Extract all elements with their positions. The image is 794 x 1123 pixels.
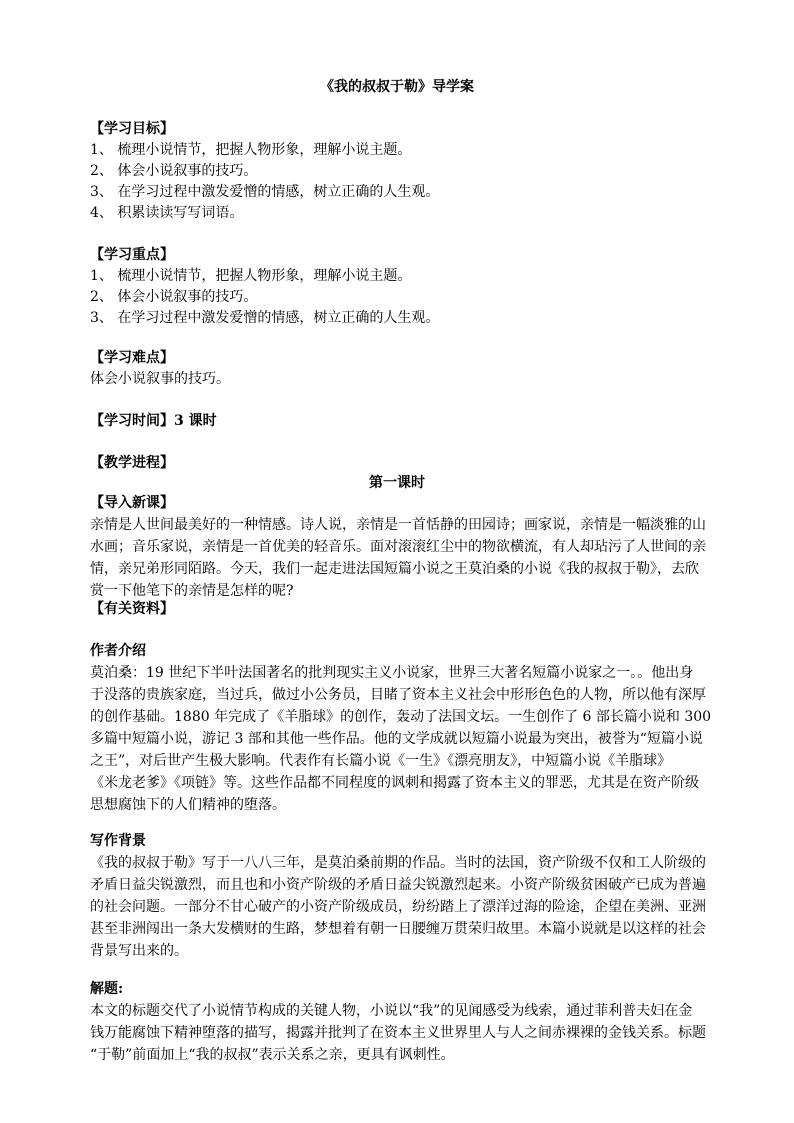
background-line: 甚至非洲闯出一条大发横财的生路，梦想着有朝一日腰缠万贯荣归故里。本篇小说就是以这样的社会 [90,921,706,937]
keypoints-heading: 【学习重点】 [90,247,174,263]
lesson-title: 第一课时 [369,475,425,491]
author-line: 于没落的贵族家庭，当过兵，做过小公务员，目睹了资本主义社会中形形色色的人物，所以他有深厚 [90,687,706,703]
author-line: 多篇中短篇小说，游记 3 部和其他一些作品。他的文学成就以短篇小说最为突出，被誉为“短篇小说 [90,731,703,747]
analysis-line: “于勒”前面加上“我的叔叔”表示关系之亲，更具有讽刺性。 [90,1047,455,1063]
author-heading: 作者介绍 [90,643,146,659]
keypoints-item: 1、 梳理小说情节，把握人物形象，理解小说主题。 [90,268,412,284]
goals-item: 2、 体会小说叙事的技巧。 [90,163,258,179]
difficulty-text: 体会小说叙事的技巧。 [90,371,230,387]
difficulty-heading: 【学习难点】 [90,350,174,366]
process-heading: 【教学进程】 [90,455,174,471]
intro-line: 情，亲兄弟形同陌路。今天，我们一起走进法国短篇小说之王莫泊桑的小说《我的叔叔于勒》，去欣 [90,561,699,577]
author-line: 莫泊桑：19 世纪下半叶法国著名的批判现实主义小说家，世界三大著名短篇小说家之一。。他出身 [90,665,694,681]
author-line: 的创作基础。1880 年完成了《羊脂球》的创作，轰动了法国文坛。一生创作了 6 部长篇小说和 300 [90,709,712,725]
time-heading: 【学习时间】3 课时 [90,413,217,429]
intro-line: 赏一下他笔下的亲情是怎样的呢? [90,583,294,599]
goals-item: 4、 积累读读写写词语。 [90,205,244,221]
materials-heading: 【有关资料】 [90,601,174,617]
page-title: 《我的叔叔于勒》导学案 [320,79,474,95]
goals-item: 1、 梳理小说情节，把握人物形象，理解小说主题。 [90,142,412,158]
analysis-line: 本文的标题交代了小说情节构成的关键人物，小说以“我”的见闻感受为线索，通过菲利普夫妇在金 [90,1003,693,1019]
keypoints-item: 3、 在学习过程中激发爱憎的情感，树立正确的人生观。 [90,310,440,326]
background-heading: 写作背景 [90,833,146,849]
goals-item: 3、 在学习过程中激发爱憎的情感，树立正确的人生观。 [90,184,440,200]
author-line: 之王”，对后世产生极大影响。代表作有长篇小说《一生》《漂亮朋友》，中短篇小说《羊脂球》 [90,753,672,769]
keypoints-item: 2、 体会小说叙事的技巧。 [90,289,258,305]
background-line: 《我的叔叔于勒》写于一八八三年，是莫泊桑前期的作品。当时的法国，资产阶级不仅和工人阶级的 [90,855,706,871]
author-line: 思想腐蚀下的人们精神的堕落。 [90,797,286,813]
analysis-line: 钱万能腐蚀下精神堕落的描写，揭露并批判了在资本主义世界里人与人之间赤裸裸的金钱关系。标题 [90,1025,706,1041]
goals-heading: 【学习目标】 [90,121,174,137]
analysis-heading: 解题: [90,981,124,997]
intro-line: 亲情是人世间最美好的一种情感。诗人说，亲情是一首恬静的田园诗；画家说，亲情是一幅淡雅的山 [90,517,706,533]
intro-line: 水画；音乐家说，亲情是一首优美的轻音乐。面对滚滚红尘中的物欲横流，有人却玷污了人世间的亲 [90,539,706,555]
author-line: 《米龙老爹》《项链》等。这些作品都不同程度的讽刺和揭露了资本主义的罪恶，尤其是在资产阶级 [90,775,699,791]
background-line: 的社会问题。一部分不甘心破产的小资产阶级成员，纷纷踏上了漂洋过海的险途，企望在美洲、亚洲 [90,899,706,915]
background-line: 背景写出来的。 [90,943,188,959]
intro-heading: 【导入新课】 [90,495,174,511]
background-line: 矛盾日益尖锐激烈，而且也和小资产阶级的矛盾日益尖锐激烈起来。小资产阶级贫困破产已成为普遍 [90,877,706,893]
